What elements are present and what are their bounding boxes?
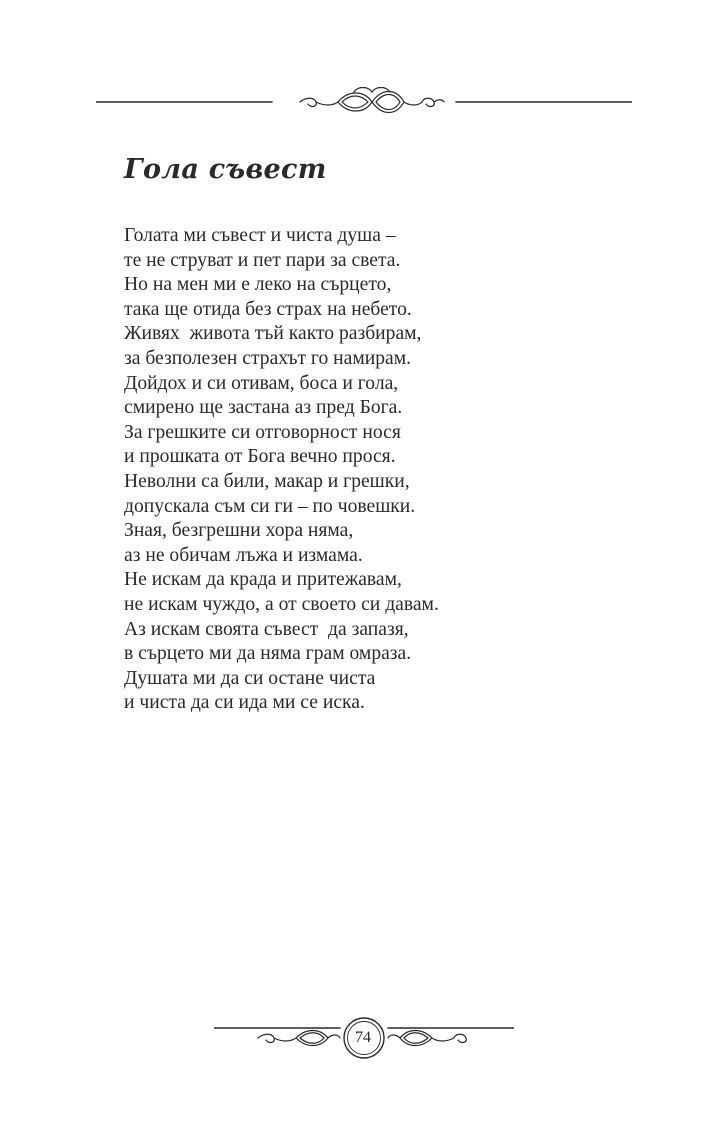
poem-line: не искам чуждо, а от своето си давам.	[124, 593, 439, 615]
poem-line: За грешките си отговорност нося	[124, 421, 401, 443]
poem-line: смирено ще застана аз пред Бога.	[124, 397, 403, 419]
poem-title: Гола съвест	[124, 154, 327, 185]
poem-line: Аз искам своята съвест да запазя,	[124, 618, 409, 640]
poem-line: Но на мен ми е леко на сърцето,	[124, 274, 392, 296]
poem-line: Душата ми да си остане чиста	[124, 667, 376, 689]
poem-line: те не струват и пет пари за света.	[124, 249, 401, 271]
page-number: 74	[355, 1029, 371, 1046]
poem-line: за безполезен страхът го намирам.	[124, 347, 412, 369]
poem-line: допускала съм си ги – по човешки.	[124, 495, 416, 517]
poem-line: и прошката от Бога вечно прося.	[124, 446, 396, 468]
poem-line: Зная, безгрешни хора няма,	[124, 520, 354, 542]
header-flourish-ornament	[96, 84, 632, 120]
poem-line: така ще отида без страх на небето.	[124, 298, 412, 320]
poem-line: Неволни са били, макар и грешки,	[124, 470, 410, 492]
poem-line: Живях живота тъй както разбирам,	[124, 323, 422, 345]
poem-line: Не искам да крада и притежавам,	[124, 569, 402, 591]
poem-line: аз не обичам лъжа и измама.	[124, 544, 363, 566]
poem-line: и чиста да си ида ми се иска.	[124, 692, 365, 714]
poem-line: в сърцето ми да няма грам омраза.	[124, 643, 412, 665]
poem-line: Дойдох и си отивам, боса и гола,	[124, 372, 399, 394]
poem-body	[124, 224, 604, 716]
poem-line: Голата ми съвест и чиста душа –	[124, 225, 396, 246]
